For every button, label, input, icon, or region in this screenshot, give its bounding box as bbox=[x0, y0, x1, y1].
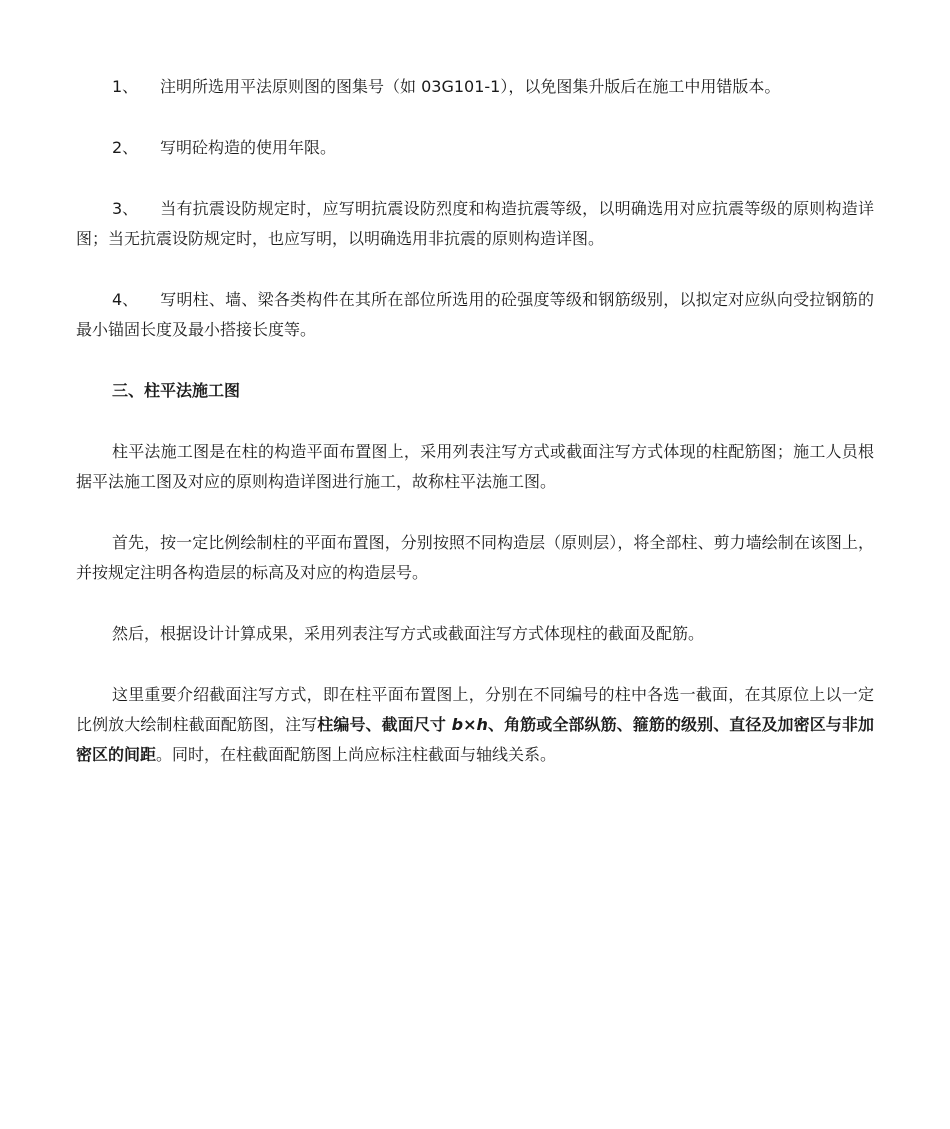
list-item-text: 写明砼构造的使用年限。 bbox=[160, 138, 337, 157]
paragraph-4-bold-1: 柱编号、截面尺寸 bbox=[317, 715, 452, 734]
list-item-text: 写明柱、墙、梁各类构件在其所在部位所选用的砼强度等级和钢筋级别，以拟定对应纵向受拉钢筋的最小锚固长度及最小搭接长度等。 bbox=[76, 290, 874, 339]
list-item-3 bbox=[76, 194, 874, 254]
list-item-4 bbox=[76, 285, 874, 345]
list-item-number: 4、 bbox=[112, 290, 139, 309]
paragraph-4-symbol-h: h bbox=[476, 715, 488, 734]
section-heading: 三、柱平法施工图 bbox=[112, 381, 241, 400]
list-item-2 bbox=[76, 133, 874, 163]
paragraph-4-times: × bbox=[463, 715, 477, 734]
paragraph-4-symbol-b: b bbox=[451, 715, 464, 734]
list-item-number: 3、 bbox=[112, 199, 139, 218]
list-item-1 bbox=[76, 72, 874, 102]
list-item-text: 注明所选用平法原则图的图集号（如 03G101-1），以免图集升版后在施工中用错版本。 bbox=[160, 77, 781, 96]
paragraph-3: 然后，根据设计计算成果，采用列表注写方式或截面注写方式体现柱的截面及配筋。 bbox=[112, 624, 705, 643]
list-item-number: 1、 bbox=[112, 77, 139, 96]
paragraph-1: 柱平法施工图是在柱的构造平面布置图上，采用列表注写方式或截面注写方式体现的柱配筋图；施工人员根据平法施工图及对应的原则构造详图进行施工，故称柱平法施工图。 bbox=[76, 442, 874, 491]
document-page bbox=[76, 72, 874, 801]
paragraph-2: 首先，按一定比例绘制柱的平面布置图，分别按照不同构造层（原则层），将全部柱、剪力墙绘制在该图上，并按规定注明各构造层的标高及对应的构造层号。 bbox=[76, 533, 874, 582]
paragraph-4 bbox=[76, 680, 874, 770]
paragraph-4-outro: 。同时，在柱截面配筋图上尚应标注柱截面与轴线关系。 bbox=[156, 745, 557, 764]
list-item-number: 2、 bbox=[112, 138, 139, 157]
paragraph-4-bold-2: 、角筋或全部纵筋、箍筋的级别、直径及加密区与非加密区的间距 bbox=[76, 715, 874, 764]
paragraph-4-intro: 这里重要介绍截面注写方式，即在柱平面布置图上，分别在不同编号的柱中各选一截面，在其原位上以一定比例放大绘制柱截面配筋图，注写 bbox=[76, 685, 874, 734]
list-item-text: 当有抗震设防规定时，应写明抗震设防烈度和构造抗震等级，以明确选用对应抗震等级的原则构造详图；当无抗震设防规定时，也应写明，以明确选用非抗震的原则构造详图。 bbox=[76, 199, 874, 248]
